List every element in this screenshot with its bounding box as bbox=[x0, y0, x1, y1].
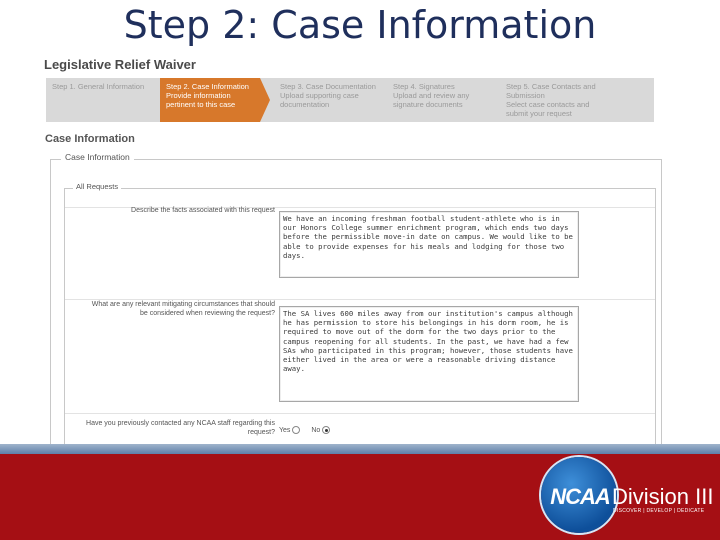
radio-no[interactable] bbox=[322, 426, 330, 434]
app-title: Legislative Relief Waiver bbox=[44, 57, 196, 72]
step-5-desc: Select case contacts and submit your request bbox=[506, 100, 590, 118]
divider bbox=[65, 413, 655, 414]
step-3-desc: Upload supporting case documentation bbox=[280, 91, 359, 109]
contact-radio-group bbox=[279, 426, 333, 434]
all-requests-legend: All Requests bbox=[73, 182, 121, 191]
step-4-title: Step 4. Signatures bbox=[393, 82, 455, 91]
step-2-desc: Provide information pertinent to this case bbox=[166, 91, 236, 109]
division-label: Division III bbox=[612, 484, 714, 509]
radio-yes[interactable] bbox=[292, 426, 300, 434]
step-active-arrow bbox=[260, 78, 270, 122]
step-1[interactable] bbox=[46, 78, 158, 122]
mitigating-textarea[interactable]: The SA lives 600 miles away from our institution's campus although he has permission to store his belongings in his dorm room, he is required to move out of the dorm for the two days prior to the campus reopening for all students. In the past, we have had a few SAs who participated in this program; however, those students have either lived in the area or were a reasonable driving distance away. bbox=[279, 306, 579, 402]
slide-title: Step 2: Case Information bbox=[123, 3, 597, 47]
step-4[interactable] bbox=[387, 78, 497, 122]
footer-blue-band bbox=[0, 444, 720, 454]
question-mitigating-label: What are any relevant mitigating circumstances that should be considered when reviewing the request? bbox=[91, 301, 275, 317]
step-3-title: Step 3. Case Documentation bbox=[280, 82, 376, 91]
fieldset-legend: Case Information bbox=[61, 152, 134, 162]
step-3[interactable] bbox=[274, 78, 384, 122]
radio-yes-label: Yes bbox=[279, 426, 291, 434]
step-progress-bar bbox=[46, 78, 654, 122]
waiver-form-screenshot bbox=[44, 56, 673, 448]
ncaa-logo-text: NCAA bbox=[550, 484, 610, 509]
question-contact-label: Have you previously contacted any NCAA staff regarding this request? bbox=[86, 420, 275, 436]
step-1-title: Step 1. General Information bbox=[52, 82, 145, 91]
case-information-fieldset bbox=[50, 152, 662, 461]
section-title: Case Information bbox=[45, 133, 135, 145]
facts-textarea[interactable]: We have an incoming freshman football student-athlete who is in our Honors College summer enrichment program, which ends two days before the permissible move-in date on campus. We would like to be able to provide expenses for his meals and lodging for those two days. bbox=[279, 211, 579, 278]
radio-no-label: No bbox=[311, 426, 321, 434]
step-5[interactable] bbox=[500, 78, 610, 122]
step-2-title: Step 2. Case Information bbox=[166, 82, 249, 91]
step-5-title: Step 5. Case Contacts and Submission bbox=[506, 82, 596, 100]
all-requests-fieldset bbox=[64, 182, 656, 469]
step-4-desc: Upload and review any signature documents bbox=[393, 91, 470, 109]
step-2[interactable] bbox=[160, 78, 260, 122]
division-tagline: DISCOVER | DEVELOP | DEDICATE bbox=[613, 508, 705, 514]
question-facts-label: Describe the facts associated with this request bbox=[131, 207, 275, 214]
